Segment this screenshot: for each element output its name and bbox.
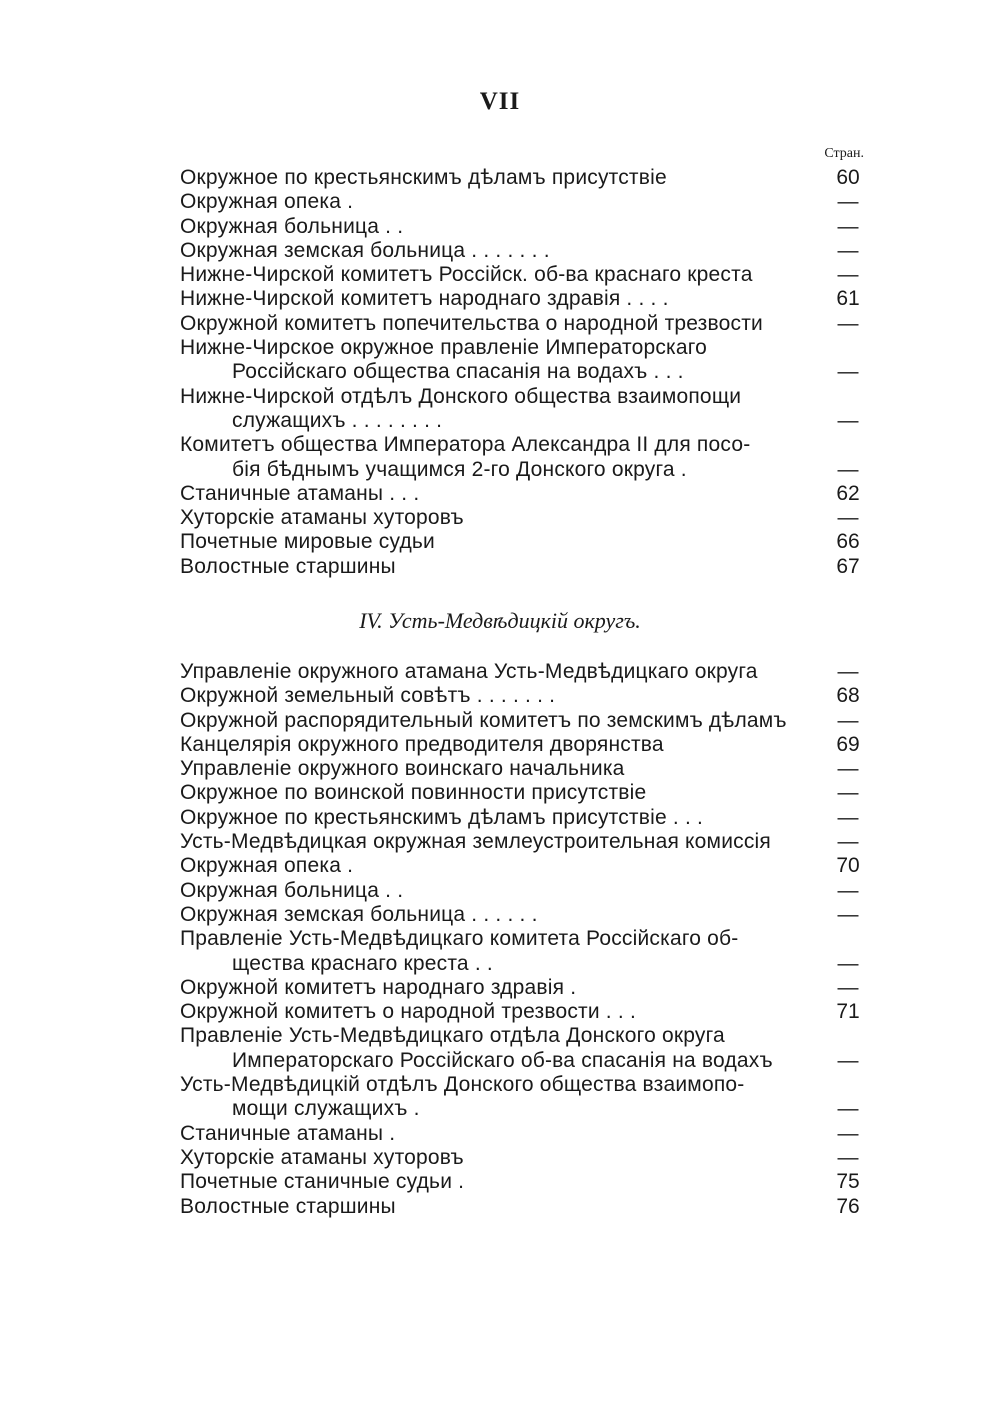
toc-row <box>180 709 866 733</box>
toc-entry-page: — <box>837 190 859 214</box>
toc-row <box>180 458 866 482</box>
toc-entry-page: 68 <box>836 684 860 708</box>
toc-entry-title: Окружной комитетъ о народной трезвости . . . <box>180 1000 636 1024</box>
toc-entry-title: Станичные атаманы . <box>180 1121 396 1145</box>
toc-entry-title: щества краснаго креста . . <box>232 951 493 975</box>
toc-entry-page: — <box>837 506 859 530</box>
toc-entry-page: — <box>837 1097 859 1121</box>
toc-row <box>180 409 866 433</box>
toc-entry-title: Хуторскіе атаманы хуторовъ <box>180 506 464 530</box>
toc-entry-page: — <box>837 263 859 287</box>
toc-row <box>180 952 866 976</box>
toc-entry-title: бія бѣднымъ учащимся 2-го Донского округа . <box>232 457 687 481</box>
toc-entry-title: Станичные атаманы . . . <box>180 481 420 505</box>
toc-entry-title: Окружное по воинской повинности присутствіе <box>180 781 647 805</box>
toc-entry-title: Россійскаго общества спасанія на водахъ . . . <box>232 360 684 384</box>
toc-entry-title: Усть-Медвѣдицкая окружная землеустроительная комиссія <box>180 830 771 854</box>
toc-entry-title: Окружной комитетъ попечительства о народной трезвости <box>180 311 763 335</box>
toc-entry-title: мощи служащихъ . <box>232 1097 420 1121</box>
toc-row <box>180 1122 866 1146</box>
toc-entry-title: Волостные старшины <box>180 554 396 578</box>
toc-entry-page: — <box>837 781 859 805</box>
toc-row <box>180 1195 866 1219</box>
toc-entry-page: 67 <box>836 554 860 578</box>
toc-entry-page: 71 <box>836 1000 860 1024</box>
toc-entry-page: — <box>837 975 859 999</box>
toc-entry-page: 75 <box>836 1170 860 1194</box>
toc-entry-page: — <box>837 457 859 481</box>
toc-entry-page: — <box>837 830 859 854</box>
toc-row <box>180 239 866 263</box>
toc-row <box>180 312 866 336</box>
toc-row <box>180 854 866 878</box>
toc-entry-title: Окружной земельный совѣтъ . . . . . . . <box>180 684 556 708</box>
toc-entry-title: Окружное по крестьянскимъ дѣламъ присутствіе <box>180 166 667 189</box>
toc-row <box>180 733 866 757</box>
toc-entry-page: — <box>837 238 859 262</box>
toc-entry-title: Почетные мировые судьи <box>180 530 435 554</box>
toc-entry-title: Окружная земская больница . . . . . . . <box>180 238 550 262</box>
toc-entry-page: — <box>837 360 859 384</box>
toc-entry-page: — <box>837 311 859 335</box>
toc-entry-title: Окружная опека . <box>180 854 354 878</box>
toc-entry-page: — <box>837 902 859 926</box>
toc-entry-title: Окружной комитетъ народнаго здравія . <box>180 975 577 999</box>
toc-row <box>180 530 866 554</box>
toc-row <box>180 879 866 903</box>
section-heading: IV. Усть-Медвѣдицкій округъ. <box>359 608 641 633</box>
toc-row <box>180 1000 866 1024</box>
toc-row <box>180 190 866 214</box>
toc-entry-page: — <box>837 708 859 732</box>
toc-entry-title: Усть-Медвѣдицкій отдѣлъ Донского общества взаимопо- <box>180 1073 745 1097</box>
toc-row <box>180 757 866 781</box>
toc-entry-page: — <box>837 1048 859 1072</box>
toc-row <box>180 1146 866 1170</box>
toc-entry-page: 76 <box>836 1194 860 1218</box>
toc-row <box>180 336 866 360</box>
toc-entry-title: Правленіе Усть-Медвѣдицкаго отдѣла Донского округа <box>180 1024 725 1048</box>
toc-entry-page: — <box>837 951 859 975</box>
toc-entry-title: Окружное по крестьянскимъ дѣламъ присутствіе . . . <box>180 805 704 829</box>
toc-entry-page: — <box>837 805 859 829</box>
toc-row <box>180 360 866 384</box>
toc-entry-title: Окружной распорядительный комитетъ по земскимъ дѣламъ <box>180 708 787 732</box>
page-column-label: Стран. <box>824 146 864 161</box>
toc-row <box>180 166 866 190</box>
toc-row <box>180 806 866 830</box>
toc-row <box>180 555 866 579</box>
toc-entry-page: — <box>837 757 859 781</box>
toc-entry-page: 60 <box>836 166 860 189</box>
toc-entry-title: Нижне-Чирской комитетъ народнаго здравія . . . . <box>180 287 669 311</box>
toc-row <box>180 263 866 287</box>
toc-row <box>180 506 866 530</box>
toc-entry-title: Императорскаго Россійскаго об-ва спасанія на водахъ <box>232 1048 773 1072</box>
toc-entry-title: Хуторскіе атаманы хуторовъ <box>180 1145 464 1169</box>
toc-entry-page: 69 <box>836 732 860 756</box>
toc-row <box>180 1049 866 1073</box>
toc-entry-title: Нижне-Чирской комитетъ Россійск. об-ва краснаго креста <box>180 263 753 287</box>
toc-row <box>180 684 866 708</box>
toc-entry-page: — <box>837 660 859 683</box>
toc-entry-page: 66 <box>836 530 860 554</box>
toc-entry-title: Канцелярія окружного предводителя дворянства <box>180 732 664 756</box>
toc-entry-page: 61 <box>836 287 860 311</box>
page-number: VII <box>479 88 521 115</box>
toc-entry-title: служащихъ . . . . . . . . <box>232 408 443 432</box>
toc-entry-title: Нижне-Чирской отдѣлъ Донского общества взаимопощи <box>180 384 742 408</box>
toc-row <box>180 781 866 805</box>
toc-entry-page: — <box>837 1121 859 1145</box>
toc-entry-page: 62 <box>836 481 860 505</box>
toc-row <box>180 482 866 506</box>
toc-section-1 <box>180 166 866 579</box>
toc-row <box>180 1097 866 1121</box>
toc-entry-page: — <box>837 408 859 432</box>
toc-row <box>180 830 866 854</box>
toc-entry-page: 70 <box>836 854 860 878</box>
toc-entry-title: Окружная опека . <box>180 190 354 214</box>
toc-entry-title: Правленіе Усть-Медвѣдицкаго комитета Россійскаго об- <box>180 927 739 951</box>
toc-entry-page: — <box>837 1145 859 1169</box>
toc-entry-title: Управленіе окружного воинскаго начальника <box>180 757 625 781</box>
toc-row <box>180 1024 866 1048</box>
toc-entry-title: Окружная земская больница . . . . . . <box>180 902 538 926</box>
toc-entry-title: Нижне-Чирское окружное правленіе Императорскаго <box>180 336 708 360</box>
toc-row <box>180 927 866 951</box>
toc-entry-title: Волостные старшины <box>180 1194 396 1218</box>
toc-entry-page: — <box>837 878 859 902</box>
toc-entry-title: Окружная больница . . <box>180 214 404 238</box>
toc-section-2 <box>180 660 866 1219</box>
toc-row <box>180 976 866 1000</box>
toc-row <box>180 433 866 457</box>
toc-entry-title: Почетные станичные судьи . <box>180 1170 465 1194</box>
toc-row <box>180 1170 866 1194</box>
toc-entry-title: Управленіе окружного атамана Усть-Медвѣдицкаго округа <box>180 660 758 683</box>
toc-entry-title: Окружная больница . . <box>180 878 404 902</box>
toc-row <box>180 385 866 409</box>
toc-row <box>180 903 866 927</box>
toc-row <box>180 287 866 311</box>
toc-entry-page: — <box>837 214 859 238</box>
toc-row <box>180 1073 866 1097</box>
toc-row <box>180 215 866 239</box>
toc-row <box>180 660 866 684</box>
toc-entry-title: Комитетъ общества Императора Александра II для посо- <box>180 433 751 457</box>
